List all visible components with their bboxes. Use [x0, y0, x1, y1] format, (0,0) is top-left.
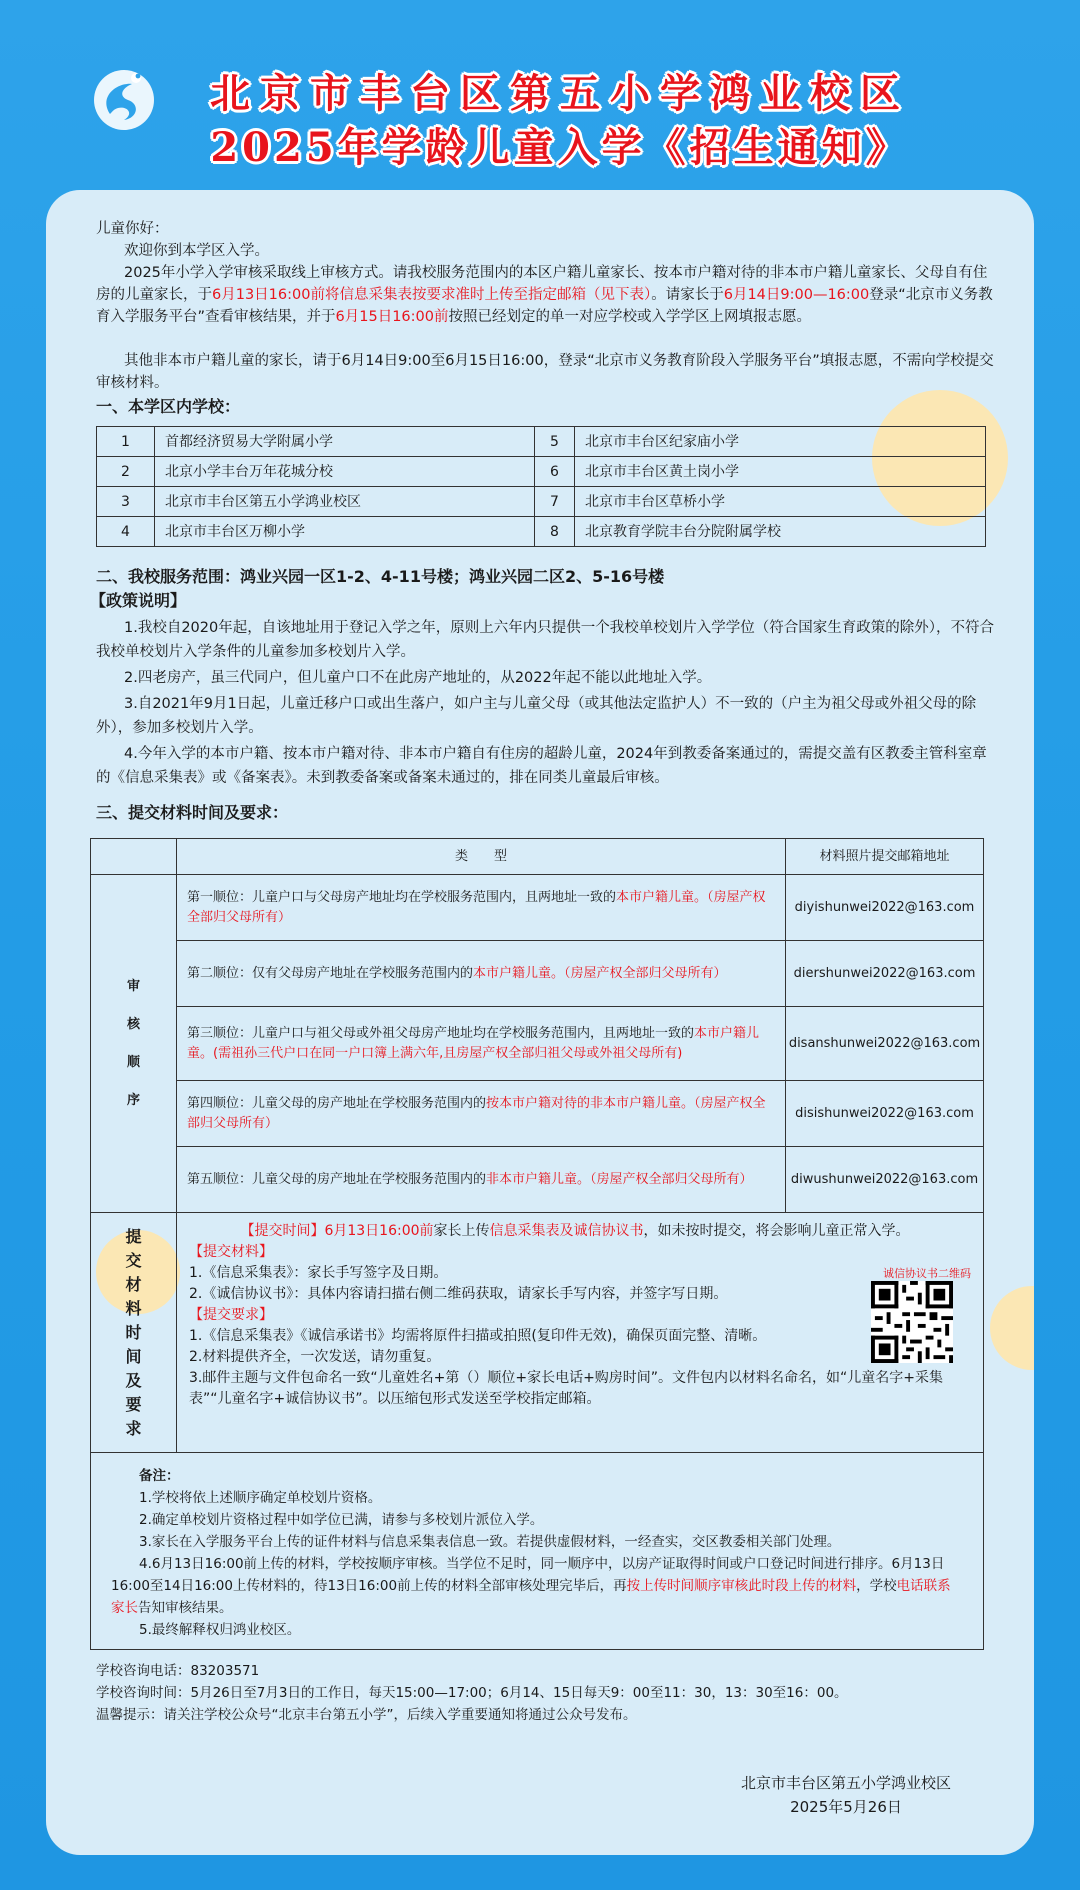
text: 第四顺位：儿童父母的房产地址在学校服务范围内的 — [187, 1095, 487, 1111]
order-3-type — [177, 1007, 786, 1081]
notice-card — [46, 190, 1034, 1855]
school-name: 北京市丰台区纪家庙小学 — [575, 427, 986, 457]
order-2-type — [177, 941, 786, 1007]
label-char: 审 — [126, 978, 140, 994]
column-type-header: 类 型 — [177, 839, 786, 875]
follow-tip: 温馨提示：请关注学校公众号“北京丰台第五小学”，后续入学重要通知将通过公众号发布。 — [96, 1707, 637, 1723]
text: 家长上传 — [433, 1223, 490, 1239]
text: 。请家长于 — [651, 287, 724, 303]
note-item: 5.最终解释权归鸿业校区。 — [139, 1622, 301, 1638]
note-item-4 — [111, 1553, 959, 1619]
label-char: 间 — [125, 1346, 142, 1366]
contact-hours: 学校咨询时间：5月26日至7月3日的工作日，每天15:00—17:00；6月14、15日每天9：00至11：30，13：30至16：00。 — [96, 1685, 848, 1701]
text: ，如未按时提交，将会影响儿童正常入学。 — [643, 1223, 910, 1239]
school-number: 8 — [535, 517, 575, 547]
school-row — [97, 457, 986, 487]
section3-heading: 三、提交材料时间及要求： — [96, 803, 289, 822]
school-name: 北京小学丰台万年花城分校 — [155, 457, 535, 487]
greeting: 儿童你好： — [96, 221, 169, 237]
text: 告知审核结果。 — [138, 1600, 233, 1616]
text: 第五顺位：儿童父母的房产地址在学校服务范围内的 — [187, 1171, 487, 1187]
submit-details — [177, 1213, 984, 1453]
school-name: 北京市丰台区万柳小学 — [155, 517, 535, 547]
qr-code-icon[interactable] — [871, 1281, 953, 1363]
main-title: 北京市丰台区第五小学鸿业校区 — [210, 70, 910, 117]
intro-paragraph-2: 其他非本市户籍儿童的家长，请于6月14日9:00至6月15日16:00，登录“北京市义务教育阶段入学服务平台”填报志愿，不需向学校提交审核材料。 — [96, 353, 994, 391]
policy-item: 1.我校自2020年起，自该地址用于登记入学之年，原则上六年内只提供一个我校单校划片入学学位（符合国家生育政策的除外），不符合我校单校划片入学条件的儿童参加多校划片入学。 — [96, 620, 994, 660]
label-char: 及 — [125, 1370, 142, 1390]
note-item: 3.家长在入学服务平台上传的证件材料与信息采集表信息一致。若提供虚假材料，一经查实，交区教委相关部门处理。 — [139, 1534, 841, 1550]
highlight: 本市户籍儿童。（房屋产权全部归父母所有） — [473, 965, 727, 981]
label-char: 求 — [125, 1418, 142, 1438]
order-5-email: diwushunwei2022@163.com — [786, 1147, 984, 1213]
highlight: 本市户籍儿童。（房屋产权全部归父母所有） — [187, 889, 766, 925]
result-time-text: 6月14日9:00—16:00 — [723, 287, 870, 303]
note-item: 1.学校将依上述顺序确定单校划片资格。 — [139, 1490, 382, 1506]
materials-item: 2.《诚信协议书》：具体内容请扫描右侧二维码获取，请家长手写内容，并签字写日期。 — [189, 1286, 728, 1302]
text: 2025年小学入学审核采取线上审核方式。请我校服务范围内的本区户籍儿童家长、按本市户籍对待的非本市户籍儿童家长、父母自有住房的儿童家长，于 — [96, 265, 988, 303]
school-row — [97, 487, 986, 517]
text: 4.6月13日16:00前上传的材料，学校按顺序审核。当学位不足时，同一顺序中，以房产证取得时间或户口登记时间进行排序。6月13日16:00至14日16:00上传材料的，待13日16:00前上传的材料全部审核处理完毕后，再 — [111, 1556, 945, 1594]
materials-label: 【提交材料】 — [189, 1244, 273, 1260]
order-4-email: disishunwei2022@163.com — [786, 1081, 984, 1147]
label-char: 提 — [125, 1226, 142, 1246]
requirement-item: 3.邮件主题与文件包命名一致“儿童姓名+第（）顺位+家长电话+购房时间”。文件包内以材料名命名，如“儿童名字+采集表”“儿童名字+诚信协议书”。以压缩包形式发送至学校指定邮箱。 — [189, 1370, 944, 1407]
school-number: 6 — [535, 457, 575, 487]
school-name: 北京市丰台区黄土岗小学 — [575, 457, 986, 487]
contact-phone: 学校咨询电话：83203571 — [96, 1663, 260, 1679]
policy-item: 4.今年入学的本市户籍、按本市户籍对待、非本市户籍自有住房的超龄儿童，2024年到教委备案通过的，需提交盖有区教委主管科室章的《信息采集表》或《备案表》。未到教委备案或备案未通过的，排在同类儿童最后审核。 — [96, 746, 987, 786]
text: ，学校 — [856, 1578, 897, 1594]
label-char: 顺 — [126, 1054, 140, 1070]
note-item: 2.确定单校划片资格过程中如学位已满，请参与多校划片派位入学。 — [139, 1512, 544, 1528]
policy-item: 2.四老房产，虽三代同户，但儿童户口不在此房产地址的，从2022年起不能以此地址入学。 — [124, 670, 712, 686]
school-number: 1 — [97, 427, 155, 457]
page-header — [0, 0, 1080, 180]
label-char: 材 — [125, 1274, 142, 1294]
deadline-text: 6月13日16:00前将信息采集表按要求准时上传至指定邮箱（见下表） — [212, 287, 652, 303]
qr-caption: 诚信协议书二维码 — [883, 1267, 971, 1280]
text: 第二顺位：仅有父母房产地址在学校服务范围内的 — [187, 965, 474, 981]
requirement-item: 2.材料提供齐全，一次发送，请勿重复。 — [189, 1349, 441, 1365]
order-2-email: diershunwei2022@163.com — [786, 941, 984, 1007]
label-char: 料 — [125, 1298, 142, 1318]
materials-item: 1.《信息采集表》：家长手写签字及日期。 — [189, 1265, 448, 1281]
order-1-email: diyishunwei2022@163.com — [786, 875, 984, 941]
requirement-item: 1.《信息采集表》《诚信承诺书》均需将原件扫描或拍照(复印件无效)，确保页面完整、清晰。 — [189, 1328, 767, 1344]
signature-date: 2025年5月26日 — [790, 1798, 902, 1816]
column-mail-header: 材料照片提交邮箱地址 — [786, 839, 984, 875]
highlight: 非本市户籍儿童。（房屋产权全部归父母所有） — [486, 1171, 753, 1187]
school-name: 首都经济贸易大学附属小学 — [155, 427, 535, 457]
school-number: 5 — [535, 427, 575, 457]
label-char: 时 — [125, 1322, 142, 1342]
highlight: 按上传时间顺序审核此时段上传的材料 — [626, 1578, 857, 1594]
school-name: 北京教育学院丰台分院附属学校 — [575, 517, 986, 547]
school-number: 2 — [97, 457, 155, 487]
label-char: 序 — [126, 1092, 140, 1108]
text: 第三顺位：儿童户口与祖父母或外祖父母房产地址均在学校服务范围内，且两地址一致的 — [187, 1025, 695, 1041]
order-3-email: disanshunwei2022@163.com — [786, 1007, 984, 1081]
school-number: 4 — [97, 517, 155, 547]
volunteer-deadline-text: 6月15日16:00前 — [335, 309, 449, 325]
submit-time — [189, 1221, 971, 1242]
policy-item: 3.自2021年9月1日起，儿童迁移户口或出生落户，如户主与儿童父母（或其他法定监护人）不一致的（户主为祖父母或外祖父母的除外），参加多校划片入学。 — [96, 696, 977, 736]
label-char: 交 — [125, 1250, 142, 1270]
label-char: 核 — [126, 1016, 140, 1032]
order-4-type — [177, 1081, 786, 1147]
school-row — [97, 517, 986, 547]
review-order-label — [91, 875, 177, 1213]
requirements-label: 【提交要求】 — [189, 1307, 273, 1323]
school-table — [96, 426, 986, 547]
school-name: 北京市丰台区第五小学鸿业校区 — [155, 487, 535, 517]
intro-paragraph-1 — [96, 262, 996, 328]
notes-title: 备注： — [139, 1468, 180, 1484]
school-number: 3 — [97, 487, 155, 517]
highlight: 本市户籍儿童。(需祖孙三代户口在同一户口簿上满六年,且房屋产权全部归祖父母或外祖父母所有) — [187, 1025, 760, 1061]
notes-cell — [91, 1453, 984, 1650]
section2-heading: 二、我校服务范围：鸿业兴园一区1-2、4-11号楼；鸿业兴园二区2、5-16号楼 — [96, 567, 665, 586]
section1-heading: 一、本学区内学校： — [96, 397, 241, 416]
school-number: 7 — [535, 487, 575, 517]
order-5-type — [177, 1147, 786, 1213]
signature-org: 北京市丰台区第五小学鸿业校区 — [740, 1774, 951, 1792]
materials-table — [90, 838, 984, 1650]
label-char: 要 — [125, 1394, 142, 1414]
highlight: 按本市户籍对待的非本市户籍儿童。（房屋产权全部归父母所有） — [187, 1095, 766, 1131]
highlight: 电话联系家长 — [111, 1578, 951, 1616]
submit-label — [91, 1213, 177, 1453]
text: 登录“北京市义务教育入学服务平台”查看审核结果，并于 — [96, 287, 993, 325]
order-1-type — [177, 875, 786, 941]
submit-time-label: 【提交时间】6月13日16:00前 — [240, 1223, 434, 1239]
text: 按照已经划定的单一对应学校或入学学区上网填报志愿。 — [448, 309, 811, 325]
welcome-text: 欢迎你到本学区入学。 — [124, 243, 269, 259]
policy-title: 【政策说明】 — [90, 591, 187, 610]
school-row — [97, 427, 986, 457]
text: 第一顺位：儿童户口与父母房产地址均在学校服务范围内，且两地址一致的 — [187, 889, 617, 905]
sub-title: 2025年学龄儿童入学《招生通知》 — [210, 124, 910, 171]
school-name: 北京市丰台区草桥小学 — [575, 487, 986, 517]
highlight: 信息采集表及诚信协议书 — [489, 1223, 644, 1239]
